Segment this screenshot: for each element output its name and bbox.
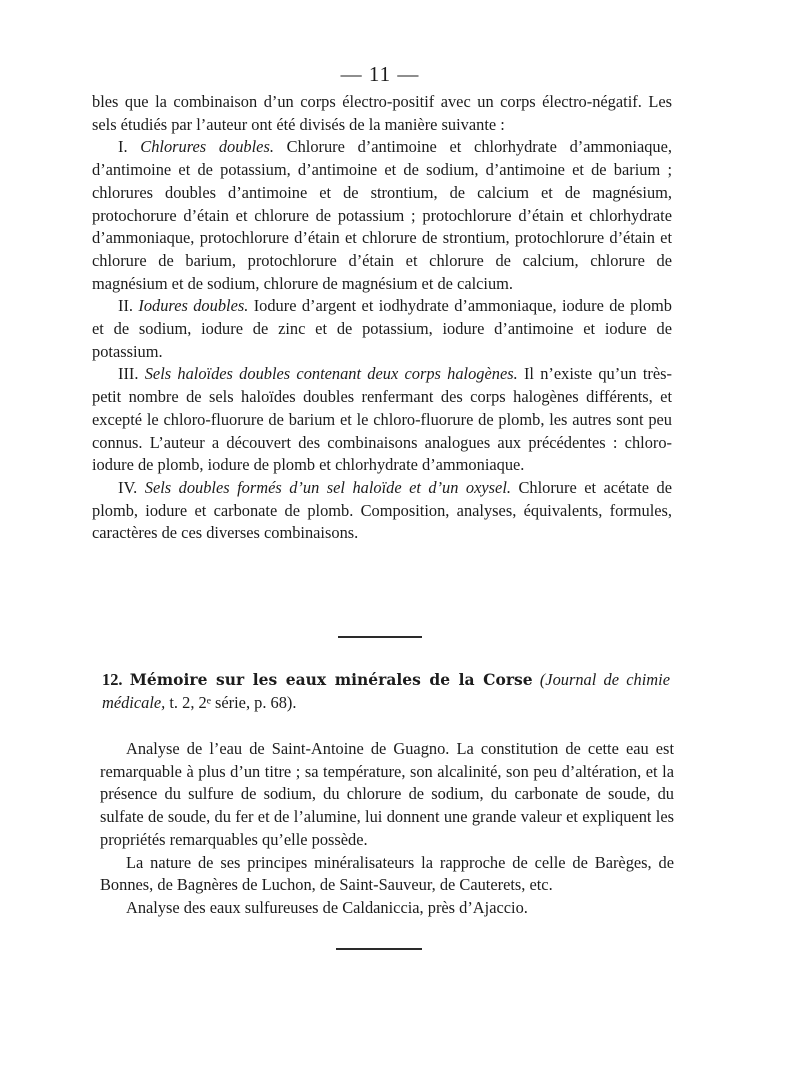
intro-paragraph: bles que la combinaison d’un corps électro-positif avec un corps électro-négatif. Les sels étudiés par l’auteur ont été divisés de la manière suivante : bbox=[92, 92, 672, 134]
list-item-chlorures bbox=[92, 136, 672, 295]
memoir-heading bbox=[102, 669, 670, 714]
memoir-body bbox=[100, 738, 674, 920]
salts-classification-section bbox=[92, 91, 672, 545]
item-numeral: II. bbox=[118, 296, 134, 316]
list-item-iodures bbox=[92, 295, 672, 363]
memoir-number: 12. bbox=[102, 670, 123, 689]
memoir-journal: (Journal de chimie médicale, bbox=[102, 670, 670, 712]
body-paragraph: Analyse des eaux sulfureuses de Caldaniccia, près d’Ajaccio. bbox=[126, 897, 528, 917]
item-label: Iodures doubles. bbox=[138, 296, 249, 316]
memoir-reference: t. 2, 2ᵉ série, p. 68). bbox=[169, 692, 297, 712]
item-text: Il n’existe qu’un très-petit nombre de sels haloïdes doubles renfermant des corps halogènes différents, et excepté le chloro-fluorure de barium et le chloro-fluorure de plomb, les autres sont peu connus. L’auteur a découvert des combinaisons analogues aux précédentes : chloro-iodure de plomb, iodure de plomb et chlorhydrate d’ammoniaque. bbox=[92, 364, 672, 475]
page-number: — 11 — bbox=[340, 62, 420, 86]
list-item-sels-doubles bbox=[92, 477, 672, 545]
body-paragraph: Analyse de l’eau de Saint-Antoine de Guagno. La constitution de cette eau est remarquable à plus d’un titre ; sa température, son alcalinité, son peu d’altération, et la présence du sulfure de sodium, du chlorure de sodium, du carbonate de soude, du sulfate de soude, du fer et de l’alumine, lui donnent une grande valeur et expliquent les propriétés remarquables qu’elle possède. bbox=[100, 739, 674, 849]
section-divider bbox=[338, 636, 422, 638]
item-text: Iodure d’argent et iodhydrate d’ammoniaque, iodure de plomb et de sodium, iodure de zinc et de potassium, iodure d’antimoine et iodure de potassium. bbox=[92, 296, 672, 361]
end-divider bbox=[336, 948, 422, 950]
item-text: Chlorure d’antimoine et chlorhydrate d’ammoniaque, d’antimoine et de potassium, d’antimoine et de sodium, d’antimoine et de barium ; chlorures doubles d’antimoine et de strontium, de calcium et de magnésium, protochorure d’étain et chlorure de potassium ; protochlorure d’étain et chlorhydrate d’ammoniaque, protochlorure d’étain et chlorure de strontium, protochlorure d’étain et chlorure de barium, protochlorure d’étain et chlorure de calcium, chlorure de magnésium et de sodium, chlorure de magnésium et de calcium. bbox=[92, 137, 672, 293]
item-numeral: I. bbox=[118, 137, 128, 157]
item-text: Chlorure et acétate de plomb, iodure et carbonate de plomb. Composition, analyses, équivalents, formules, caractères de ces diverses combinaisons. bbox=[92, 477, 672, 543]
item-numeral: III. bbox=[118, 364, 139, 384]
memoir-title: Mémoire sur les eaux minérales de la Corse bbox=[129, 670, 533, 689]
body-paragraph: La nature de ses principes minéralisateurs la rapproche de celle de Barèges, de Bonnes, de Bagnères de Luchon, de Saint-Sauveur, de Cauterets, etc. bbox=[100, 852, 674, 895]
item-label: Sels haloïdes doubles contenant deux corps halogènes. bbox=[144, 364, 518, 384]
list-item-sels-haloides bbox=[92, 363, 672, 477]
item-numeral: IV. bbox=[118, 477, 138, 497]
item-label: Sels doubles formés d’un sel haloïde et d’un oxysel. bbox=[144, 477, 511, 497]
item-label: Chlorures doubles. bbox=[140, 137, 274, 157]
